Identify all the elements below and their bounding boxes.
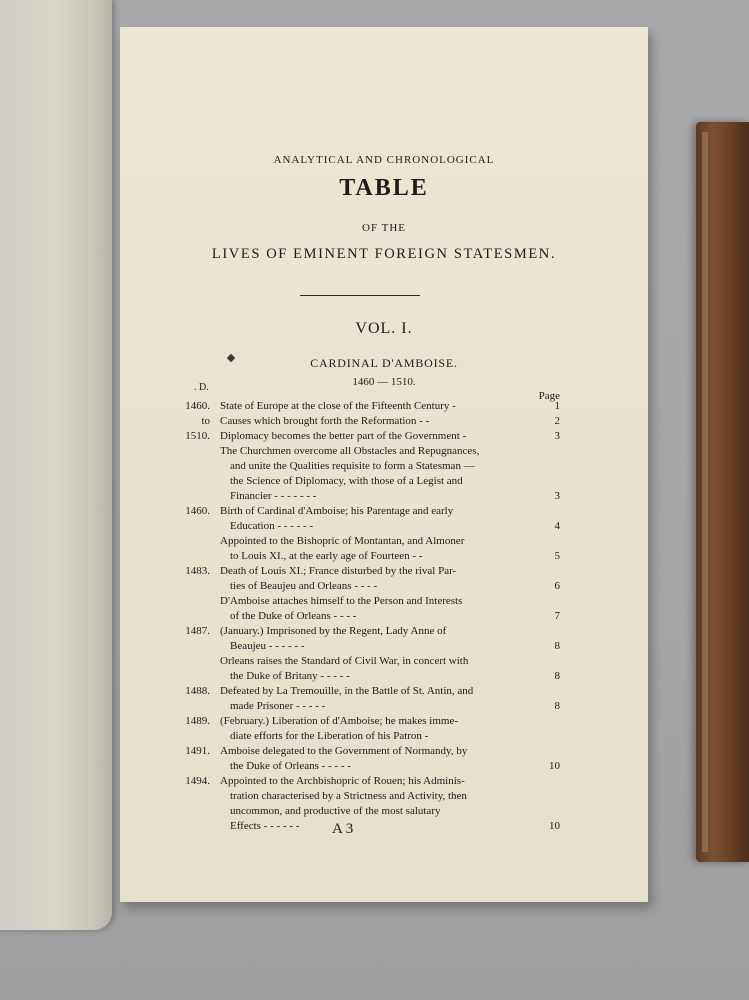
table-row bbox=[120, 416, 648, 428]
entry-text: made Prisoner - - - - - bbox=[230, 700, 326, 712]
heading-of-the: OF THE bbox=[362, 222, 406, 234]
entry-text: Education - - - - - - bbox=[230, 520, 314, 532]
entry-page: 7 bbox=[554, 610, 560, 622]
entry-text: and unite the Qualities requisite to form a Statesman — bbox=[230, 460, 475, 472]
entry-page: 6 bbox=[554, 580, 560, 592]
subject-title: CARDINAL D'AMBOISE. bbox=[310, 356, 458, 370]
volume-title: VOL. I. bbox=[355, 320, 413, 337]
heading-rule bbox=[300, 295, 420, 296]
entry-page: 3 bbox=[554, 490, 560, 502]
entry-text: (January.) Imprisoned by the Regent, Lady Anne of bbox=[220, 625, 447, 637]
entry-text: of the Duke of Orleans - - - - bbox=[230, 610, 357, 622]
entry-page: 8 bbox=[554, 640, 560, 652]
entry-year: to bbox=[201, 415, 210, 427]
heading-table: TABLE bbox=[339, 175, 429, 201]
entry-text: Appointed to the Bishopric of Montantan, and Almoner bbox=[220, 535, 465, 547]
table-row bbox=[120, 761, 648, 773]
entry-page: 3 bbox=[554, 430, 560, 442]
entry-year: 1494. bbox=[185, 775, 210, 787]
table-row bbox=[120, 431, 648, 443]
entry-text: tration characterised by a Strictness and Activity, then bbox=[230, 790, 467, 802]
table-of-contents bbox=[120, 401, 648, 836]
entry-text: diate efforts for the Liberation of his Patron - bbox=[230, 730, 429, 742]
column-ad-label: . D. bbox=[194, 382, 209, 393]
entry-text: Effects - - - - - - bbox=[230, 820, 300, 832]
table-row bbox=[120, 476, 648, 488]
entry-text: Causes which brought forth the Reformation - - bbox=[220, 415, 430, 427]
entry-page: 10 bbox=[549, 820, 560, 832]
signature-mark: A 3 bbox=[332, 821, 354, 837]
table-row bbox=[120, 446, 648, 458]
entry-text: D'Amboise attaches himself to the Person and Interests bbox=[220, 595, 463, 607]
table-row bbox=[120, 611, 648, 623]
entry-year: 1510. bbox=[185, 430, 210, 442]
adjacent-book-spine bbox=[696, 122, 749, 862]
entry-text: the Duke of Orleans - - - - - bbox=[230, 760, 351, 772]
entry-year: 1483. bbox=[185, 565, 210, 577]
entry-page: 8 bbox=[554, 700, 560, 712]
entry-text: the Duke of Britany - - - - - bbox=[230, 670, 350, 682]
entry-page: 4 bbox=[554, 520, 560, 532]
entry-page: 10 bbox=[549, 760, 560, 772]
entry-text: Financier - - - - - - - bbox=[230, 490, 317, 502]
entry-year: 1488. bbox=[185, 685, 210, 697]
table-row bbox=[120, 731, 648, 743]
entry-page: 1 bbox=[554, 400, 560, 412]
entry-year: 1491. bbox=[185, 745, 210, 757]
entry-text: the Science of Diplomacy, with those of a Legist and bbox=[230, 475, 463, 487]
heading-lives: LIVES OF EMINENT FOREIGN STATESMEN. bbox=[211, 246, 557, 262]
entry-text: Orleans raises the Standard of Civil War, in concert with bbox=[220, 655, 469, 667]
entry-text: Beaujeu - - - - - - bbox=[230, 640, 305, 652]
page-column-label: Page bbox=[538, 390, 560, 402]
table-row bbox=[120, 596, 648, 608]
table-row bbox=[120, 656, 648, 668]
entry-text: Defeated by La Tremouille, in the Battle of St. Antin, and bbox=[220, 685, 474, 697]
entry-text: The Churchmen overcome all Obstacles and Repugnances, bbox=[220, 445, 480, 457]
entry-year: 1460. bbox=[185, 505, 210, 517]
entry-text: uncommon, and productive of the most salutary bbox=[230, 805, 441, 817]
table-row bbox=[120, 821, 648, 833]
entry-year: 1460. bbox=[185, 400, 210, 412]
entry-text: Birth of Cardinal d'Amboise; his Parentage and early bbox=[220, 505, 454, 517]
entry-year: 1487. bbox=[185, 625, 210, 637]
table-row bbox=[120, 701, 648, 713]
entry-text: to Louis XI., at the early age of Fourteen - - bbox=[230, 550, 423, 562]
table-row bbox=[120, 776, 648, 788]
table-row bbox=[120, 686, 648, 698]
entry-text: Amboise delegated to the Government of Normandy, by bbox=[220, 745, 468, 757]
table-row bbox=[120, 461, 648, 473]
table-row bbox=[120, 641, 648, 653]
table-row bbox=[120, 671, 648, 683]
table-row bbox=[120, 581, 648, 593]
table-row bbox=[120, 506, 648, 518]
entry-page: 2 bbox=[554, 415, 560, 427]
table-row bbox=[120, 716, 648, 728]
entry-text: State of Europe at the close of the Fifteenth Century - bbox=[220, 400, 456, 412]
entry-page: 8 bbox=[554, 670, 560, 682]
table-row bbox=[120, 551, 648, 563]
entry-text: Appointed to the Archbishopric of Rouen; his Adminis- bbox=[220, 775, 465, 787]
table-row bbox=[120, 806, 648, 818]
table-row bbox=[120, 791, 648, 803]
table-row bbox=[120, 521, 648, 533]
entry-text: ties of Beaujeu and Orleans - - - - bbox=[230, 580, 378, 592]
entry-text: Diplomacy becomes the better part of the Government - bbox=[220, 430, 467, 442]
heading-line1: ANALYTICAL AND CHRONOLOGICAL bbox=[273, 154, 495, 166]
entry-year: 1489. bbox=[185, 715, 210, 727]
entry-text: (February.) Liberation of d'Amboise; he makes imme- bbox=[220, 715, 459, 727]
entry-text: Death of Louis XI.; France disturbed by the rival Par- bbox=[220, 565, 457, 577]
subject-dates: 1460 — 1510. bbox=[352, 376, 416, 388]
table-row bbox=[120, 491, 648, 503]
table-row bbox=[120, 626, 648, 638]
table-row bbox=[120, 536, 648, 548]
entry-page: 5 bbox=[554, 550, 560, 562]
table-row bbox=[120, 566, 648, 578]
book-page bbox=[120, 27, 648, 902]
facing-page-edge bbox=[0, 0, 112, 930]
table-row bbox=[120, 746, 648, 758]
table-row bbox=[120, 401, 648, 413]
